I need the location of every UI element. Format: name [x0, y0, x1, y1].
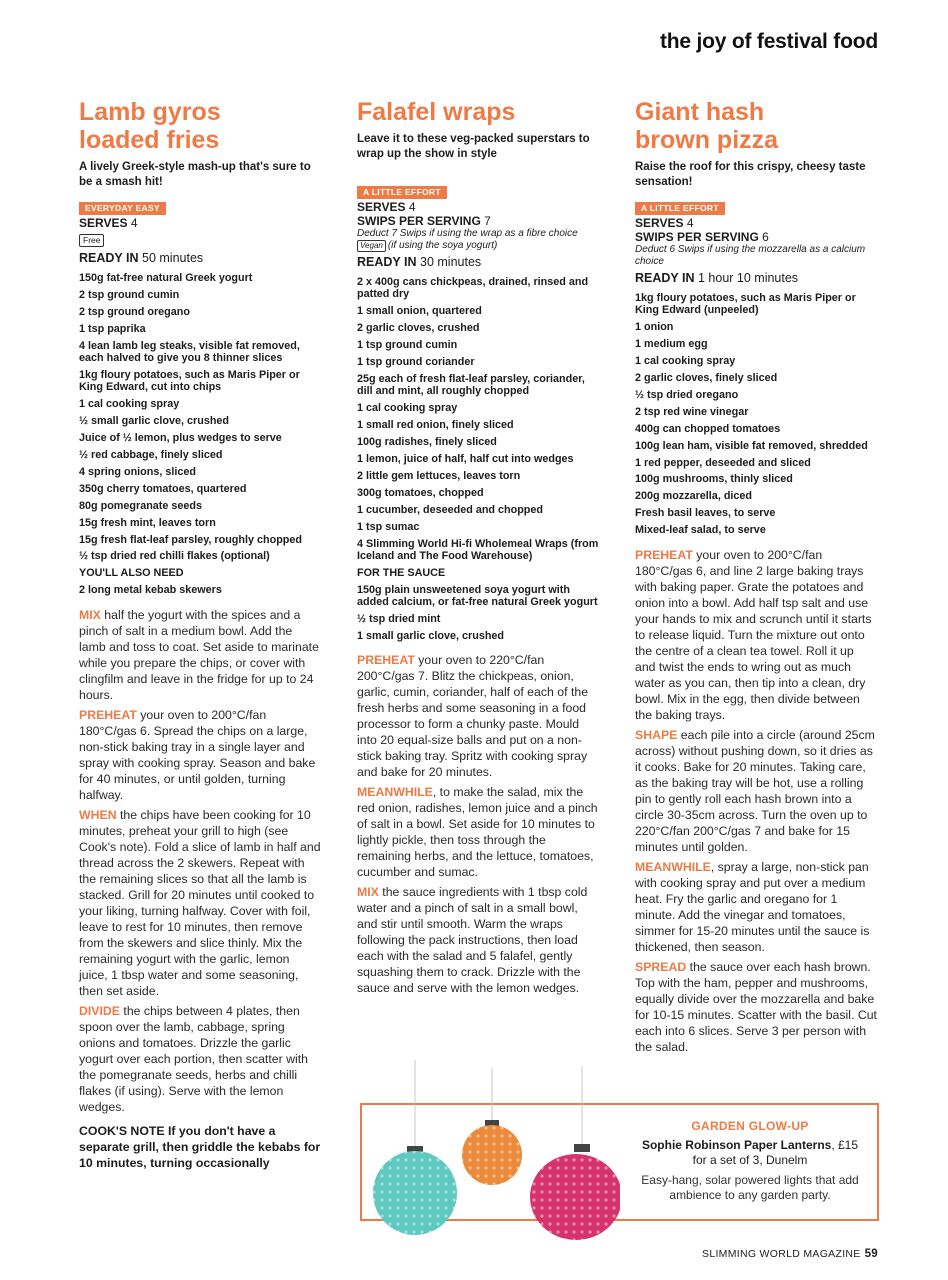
ingredient-item: 15g fresh mint, leaves torn [79, 516, 216, 529]
ingredient-item: ½ tsp dried mint [357, 613, 441, 626]
cooks-note: COOK'S NOTE If you don't have a separate grill, then griddle the kebabs for 10 minutes, turning occasionally [79, 1123, 321, 1170]
method-step [357, 784, 599, 880]
ingredient-item: 1 small garlic clove, crushed [357, 630, 505, 643]
ingredient-item: 100g lean ham, visible fat removed, shredded [635, 439, 868, 452]
recipe-intro: Raise the roof for this crispy, cheesy taste sensation! [635, 161, 866, 188]
recipe-hash-brown-pizza [635, 98, 877, 1059]
method-step [79, 607, 321, 703]
difficulty-badge: A LITTLE EFFORT [635, 202, 725, 215]
also-need-list [79, 584, 321, 596]
serves-info: SERVES 4 [79, 216, 138, 230]
recipe-title: Falafel wraps [357, 98, 516, 126]
method-step [635, 959, 877, 1055]
ingredient-item: 1 tsp ground coriander [357, 356, 475, 369]
ingredient-item: 350g cherry tomatoes, quartered [79, 482, 247, 495]
page-number: 59 [864, 1248, 878, 1260]
ready-time: READY IN 50 minutes [79, 251, 204, 265]
ingredient-item: 1 cal cooking spray [79, 398, 180, 411]
ingredient-item: 400g can chopped tomatoes [635, 422, 781, 435]
step-text: the sauce over each hash brown. Top with the ham, pepper and mushrooms, equally divide over the mozzarella and bake for 10-15 minutes. Scatter with the basil. Cut each into 6 slices. Serve 3 per person with the salad. [635, 959, 877, 1054]
ingredient-item: 1 small onion, quartered [357, 305, 482, 318]
step-text: , to make the salad, mix the red onion, radishes, lemon juice and a pinch of salt in a bowl. Set aside for 10 minutes to lightly pickle, then toss through the remaining herbs, and the lettuce, tomatoes, cucumber and sumac. [357, 785, 598, 880]
swips-note: Deduct 6 Swips if using the mozzarella as a calcium choice [635, 244, 866, 267]
swips-info: SWIPS PER SERVING 7 [357, 214, 491, 228]
ingredient-item: 2 tsp ground oregano [79, 305, 190, 318]
ingredient-item: ½ tsp dried oregano [635, 388, 739, 401]
step-keyword: WHEN [79, 807, 117, 822]
lantern-teal [373, 1146, 457, 1235]
promo-text [634, 1119, 866, 1203]
step-keyword: SPREAD [635, 959, 687, 974]
ingredient-item: 80g pomegranate seeds [79, 499, 203, 512]
ready-time: READY IN 30 minutes [357, 255, 482, 269]
page-footer: SLIMMING WORLD MAGAZINE 59 [702, 1248, 878, 1260]
lanterns-image [370, 1060, 620, 1240]
page-header-title: the joy of festival food [659, 30, 878, 53]
lantern-orange [462, 1120, 522, 1185]
method [79, 607, 321, 1115]
ingredient-item: Fresh basil leaves, to serve [635, 507, 776, 520]
vegan-note: Vegan (if using the soya yogurt) [357, 240, 599, 252]
step-keyword: PREHEAT [635, 547, 693, 562]
sauce-list [357, 584, 599, 643]
also-need-label: YOU'LL ALSO NEED [79, 567, 184, 580]
recipe-title: Giant hash brown pizza [635, 98, 779, 154]
ingredient-item: Mixed-leaf salad, to serve [635, 524, 766, 537]
step-text: , spray a large, non-stick pan with cooking spray and put over a medium heat. Fry the garlic and oregano for 1 minute. Add the vinegar and tomatoes, simmer for 15-20 minutes until the sauce is thickened, then season. [635, 859, 870, 954]
ingredient-item: 1 medium egg [635, 338, 708, 351]
ingredient-item: 2 garlic cloves, crushed [357, 322, 480, 335]
method-step [635, 547, 877, 723]
ready-time: READY IN 1 hour 10 minutes [635, 271, 799, 285]
ingredient-item: Juice of ½ lemon, plus wedges to serve [79, 432, 282, 445]
swips-note: Deduct 7 Swips if using the wrap as a fibre choice [357, 228, 578, 239]
difficulty-badge: EVERYDAY EASY [79, 202, 166, 215]
ingredient-list [79, 272, 321, 563]
ingredient-item: 15g fresh flat-leaf parsley, roughly chopped [79, 533, 302, 546]
ingredient-item: 4 spring onions, sliced [79, 465, 196, 478]
ingredient-item: 1 small red onion, finely sliced [357, 419, 514, 432]
method [635, 547, 877, 1055]
ingredient-item: 25g each of fresh flat-leaf parsley, coriander, dill and mint, all roughly chopped [357, 372, 585, 398]
ingredient-item: ½ tsp dried red chilli flakes (optional) [79, 550, 270, 563]
ingredient-item: ½ red cabbage, finely sliced [79, 448, 223, 461]
ingredient-item: 4 lean lamb leg steaks, visible fat removed, each halved to give you 8 thinner slices [79, 339, 300, 365]
sauce-label: FOR THE SAUCE [357, 566, 446, 579]
ingredient-list [635, 292, 877, 537]
ingredient-item: ½ small garlic clove, crushed [79, 415, 230, 428]
ingredient-item: 2 x 400g cans chickpeas, drained, rinsed and patted dry [357, 276, 589, 301]
step-keyword: MEANWHILE [635, 859, 711, 874]
step-keyword: MIX [357, 885, 379, 900]
ingredient-item: 100g radishes, finely sliced [357, 436, 497, 449]
step-text: your oven to 200°C/fan 180°C/gas 6, and line 2 large baking trays with baking paper. Grate the potatoes and onion into a bowl. Add half tsp salt and use your hands to mix and scrunch until it starts to release liquid. Turn the mixture out onto the centre of a clean tea towel. Roll it up and twist the ends to wring out as much water as you can, then tip into a clean, dry bowl. Mix in the egg, then divide between the baking trays. [635, 547, 872, 722]
method-step [79, 1003, 321, 1115]
step-keyword: PREHEAT [357, 653, 415, 668]
method-step [635, 859, 877, 955]
step-keyword: PREHEAT [79, 707, 137, 722]
ingredient-list [357, 276, 599, 562]
lantern-pink [530, 1144, 620, 1240]
step-text: each pile into a circle (around 25cm across) without pushing down, so it dries as it cooks. Bake for 20 minutes. Taking care, as the baking tray will be hot, use a rolling pin to gently roll each hash brown into a circle 30-35cm across. Turn the oven up to 220°C/fan 200°C/gas 7 and bake for 15 minutes until golden. [635, 727, 875, 854]
step-text: your oven to 200°C/fan 180°C/gas 6. Spread the chips on a large, non-stick baking tray in a single layer and spray with cooking spray. Season and bake for 40 minutes, or until golden, turning halfway. [79, 707, 316, 802]
ingredient-item: 150g fat-free natural Greek yogurt [79, 272, 253, 284]
method-step [79, 807, 321, 999]
vegan-icon: Vegan [357, 240, 386, 252]
ingredient-item: 1 cucumber, deseeded and chopped [357, 503, 543, 516]
method-step [635, 727, 877, 855]
ingredient-item: 4 Slimming World Hi-fi Wholemeal Wraps (from Iceland and The Food Warehouse) [357, 537, 599, 562]
serves-info: SERVES 4 [635, 216, 694, 230]
step-text: the chips have been cooking for 10 minutes, preheat your grill to high (see Cook's note). Fold a slice of lamb in half and thread across the 2 skewers. Repeat with the remaining slices so that all the lamb is stacked. Grill for 20 minutes until cooked to your liking, turning halfway. Cover with foil, leave to rest for 10 minutes, then remove from the skewers and slice thinly. Mix the remaining yogurt with the garlic, lemon juice, 1 tbsp water and some seasoning, then set aside. [79, 807, 321, 998]
promo-product: Sophie Robinson Paper Lanterns, £15 for a set of 3, Dunelm [641, 1138, 859, 1167]
recipe-intro: A lively Greek-style mash-up that's sure to be a smash hit! [79, 161, 311, 188]
swips-info: SWIPS PER SERVING 6 [635, 230, 769, 244]
ingredient-item: 200g mozzarella, diced [635, 490, 753, 503]
recipe-title: Lamb gyros loaded fries [79, 98, 221, 154]
step-text: the sauce ingredients with 1 tbsp cold water and a pinch of salt in a small bowl, and stir until smooth. Warm the wraps following the pack instructions, then load each with the salad and 5 falafel, gently squashing them to crack. Drizzle with the sauce and serve with the lemon wedges. [357, 885, 588, 996]
ingredient-item: 1 tsp sumac [357, 520, 420, 533]
recipe-lamb-gyros [79, 98, 321, 1171]
ingredient-item: 1kg floury potatoes, such as Maris Piper or King Edward (unpeeled) [635, 292, 856, 317]
method [357, 652, 599, 996]
step-keyword: MEANWHILE [357, 785, 433, 800]
ingredient-item: 1 tsp ground cumin [357, 339, 458, 352]
step-text: your oven to 220°C/fan 200°C/gas 7. Blitz the chickpeas, onion, garlic, cumin, coriander, half of each of the fresh herbs and some seasoning in a food processor to form a chunky paste. Mould into 20 equal-size balls and put on a non-stick baking tray. Spritz with cooking spray and bake for 20 minutes. [357, 653, 589, 780]
promo-description: Easy-hang, solar powered lights that add ambience to any garden party. [641, 1173, 859, 1202]
difficulty-badge: A LITTLE EFFORT [357, 186, 447, 199]
promo-heading: GARDEN GLOW-UP [691, 1119, 809, 1133]
ingredient-item: 1 onion [635, 321, 674, 334]
ingredient-item: 100g mushrooms, thinly sliced [635, 473, 793, 486]
step-text: the chips between 4 plates, then spoon over the lamb, cabbage, spring onions and tomatoes. Drizzle the garlic yogurt over each portion, then scatter with the pomegranate seeds, herbs and chilli flakes (if using). Serve with the lemon wedges. [79, 1003, 308, 1114]
ingredient-item: 1 tsp paprika [79, 322, 146, 335]
ingredient-item: 2 tsp red wine vinegar [635, 405, 749, 418]
step-text: half the yogurt with the spices and a pinch of salt in a medium bowl. Add the lamb and toss to coat. Set aside to marinate while you prepare the chips, or cover with clingfilm and leave in the fridge for up to 24 hours. [79, 607, 319, 702]
ingredient-item: 1 lemon, juice of half, half cut into wedges [357, 452, 574, 465]
step-keyword: SHAPE [635, 727, 678, 742]
ingredient-item: 1 cal cooking spray [635, 355, 736, 368]
serves-info: SERVES 4 [357, 200, 416, 214]
ingredient-item: 1kg floury potatoes, such as Maris Piper or King Edward, cut into chips [79, 368, 300, 394]
method-step [79, 707, 321, 803]
method-step [357, 652, 599, 780]
free-badge: Free [79, 230, 321, 248]
ingredient-item: 300g tomatoes, chopped [357, 486, 484, 499]
ingredient-item: 150g plain unsweetened soya yogurt with added calcium, or fat-free natural Greek yogurt [357, 583, 598, 609]
ingredient-item: 2 little gem lettuces, leaves torn [357, 469, 521, 482]
step-keyword: MIX [79, 607, 101, 622]
ingredient-item: 1 cal cooking spray [357, 402, 458, 415]
ingredient-item: 2 garlic cloves, finely sliced [635, 372, 778, 385]
ingredient-item: 2 tsp ground cumin [79, 288, 180, 301]
recipe-falafel-wraps [357, 98, 599, 1000]
ingredient-item: 1 red pepper, deseeded and sliced [635, 456, 811, 469]
recipe-intro: Leave it to these veg-packed superstars to wrap up the show in style [357, 133, 590, 160]
step-keyword: DIVIDE [79, 1003, 120, 1018]
list-item: 2 long metal kebab skewers [79, 584, 222, 597]
method-step [357, 884, 599, 996]
